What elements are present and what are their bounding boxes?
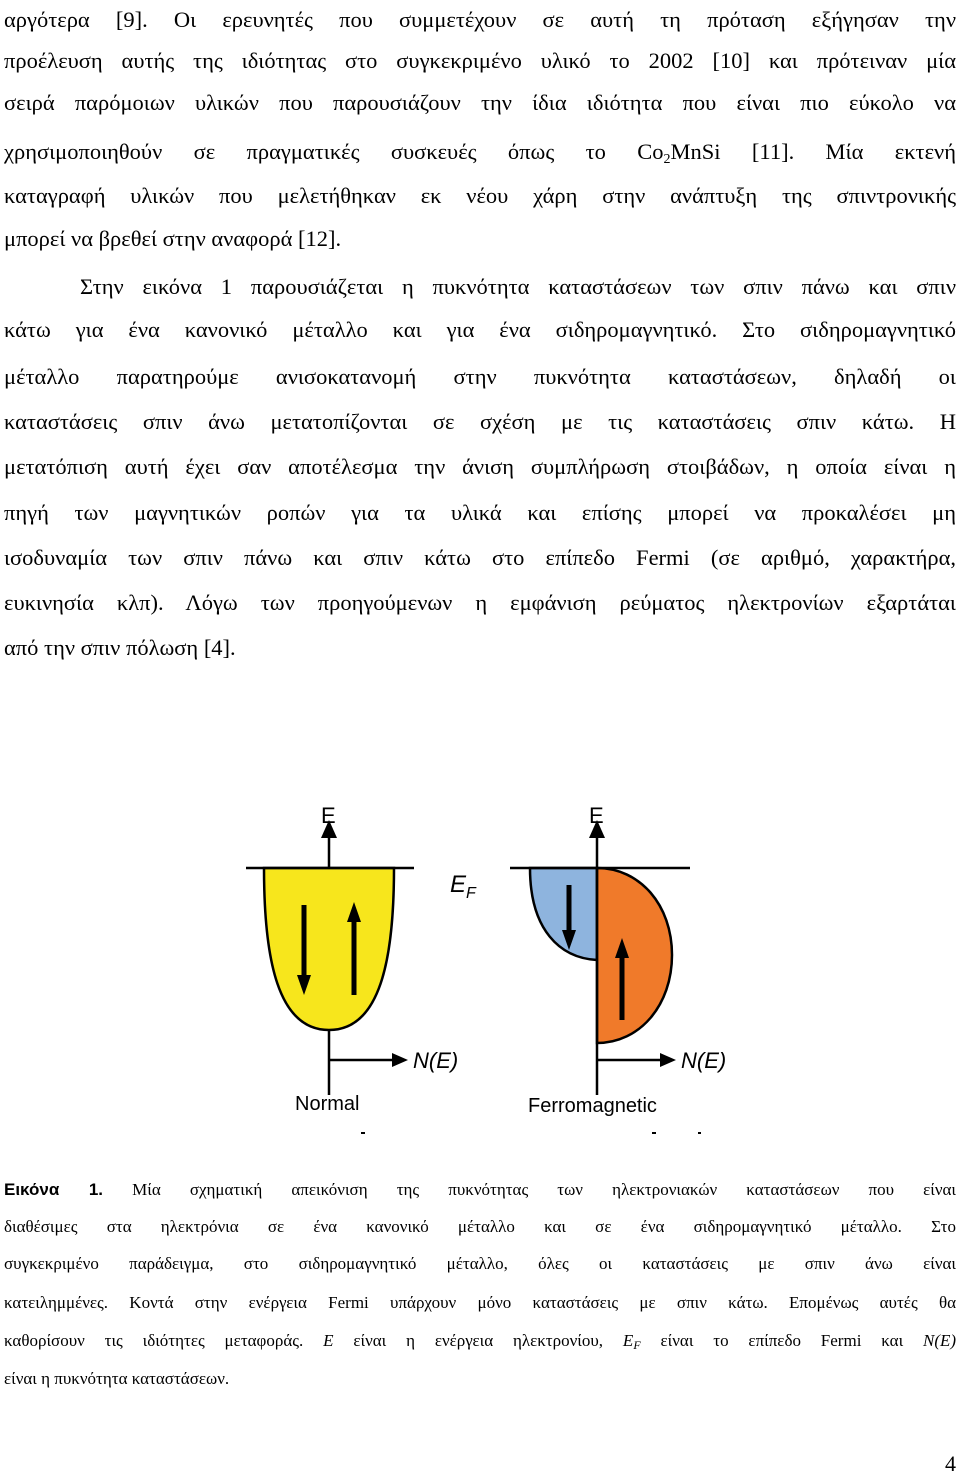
symbol-EF: $E_F$ [622, 1331, 641, 1352]
paragraph-1-line-2: προέλευση αυτής της ιδιότητας στο συγκεκριμένο υλικό το 2002 [10] και πρότειναν μία [4, 48, 956, 73]
paragraph-2-line-9: από την σπιν πόλωση [4]. [4, 635, 236, 660]
figure-caption-line-6: είναι η πυκνότητα καταστάσεων. [4, 1369, 230, 1388]
normal-dos-label: N(E) [413, 1048, 459, 1073]
paragraph-2-line-1: Στην εικόνα 1 παρουσιάζεται η πυκνότητα καταστάσεων των σπιν πάνω και σπιν [80, 274, 956, 299]
ferro-dos-label: N(E) [681, 1048, 727, 1073]
scan-mark-left [361, 1132, 365, 1134]
paragraph-2-line-5: μετατόπιση αυτή έχει σαν αποτέλεσμα την άνιση συμπλήρωση στοιβάδων, η οποία είναι η [4, 454, 956, 479]
paragraph-1-line-4-end: MnSi [11]. Μία εκτενή [670, 139, 956, 164]
normal-caption: Normal [295, 1093, 360, 1115]
figure-caption-line-3: συγκεκριμένο παράδειγμα, στο σιδηρομαγνητικό μέταλλο, όλες οι καταστάσεις με σπιν άνω είναι [4, 1254, 956, 1273]
paragraph-1-line-5: καταγραφή υλικών που μελετήθηκαν εκ νέου χάρη στην ανάπτυξη της σπιντρονικής [4, 183, 956, 208]
ferro-dos-arrowhead [660, 1053, 676, 1067]
scan-mark-right-2 [698, 1132, 701, 1134]
paragraph-1-line-3: σειρά παρόμοιων υλικών που παρουσιάζουν την ίδια ιδιότητα που είναι πιο εύκολο να [4, 90, 956, 115]
formula-subscript: 2 [663, 152, 671, 167]
paragraph-2-line-3: μέταλλο παρατηρούμε ανισοκατανομή στην πυκνότητα καταστάσεων, δηλαδή οι [4, 364, 956, 389]
ferro-caption: Ferromagnetic [528, 1095, 657, 1117]
figure-caption-label: Εικόνα 1. [4, 1180, 104, 1199]
symbol-E: E [323, 1331, 334, 1350]
paragraph-2-line-6: πηγή των μαγνητικών ροπών για τα υλικά και επίσης μπορεί να προκαλέσει μη [4, 500, 956, 525]
paragraph-2-line-2: κάτω για ένα κανονικό μέταλλο και για ένα σιδηρομαγνητικό. Στο σιδηρομαγνητικό [4, 317, 956, 342]
normal-energy-label: E [321, 803, 336, 828]
ferro-spin-down-band-fill [530, 868, 597, 960]
paragraph-1-line-1: αργότερα [9]. Οι ερευνητές που συμμετέχουν σε αυτή τη πρόταση εξήγησαν την [4, 7, 956, 32]
figure-caption-line-4: κατειλημμένες. Κοντά στην ενέργεια Fermi υπάρχουν μόνο καταστάσεις με σπιν κάτω. Επομένως αυτές θα [4, 1293, 956, 1312]
ferro-spin-up-band-fill [597, 868, 672, 1043]
paragraph-2-line-8: ευκινησία κλπ). Λόγω των προηγούμενων η εμφάνιση ρεύματος ηλεκτρονίων εξαρτάται [4, 590, 956, 615]
paragraph-2-line-7: ισοδυναμία των σπιν πάνω και σπιν κάτω στο επίπεδο Fermi (σε αριθμό, χαρακτήρα, [4, 545, 956, 570]
page-number: 4 [945, 1451, 956, 1476]
ferromagnetic-metal-diagram [450, 803, 726, 1117]
paragraph-2-line-4: καταστάσεις σπιν άνω μετατοπίζονται σε σχέση με τις καταστάσεις σπιν κάτω. Η [4, 409, 956, 434]
fermi-level-label: $E_F$ [450, 871, 476, 902]
normal-band-fill [264, 868, 394, 1030]
paragraph-1-line-4-start: χρησιμοποιηθούν σε πραγματικές συσκευές όπως το Co [4, 139, 664, 164]
paragraph-1-line-4 [4, 137, 956, 167]
normal-metal-diagram [246, 803, 458, 1115]
ferro-energy-label: E [589, 803, 604, 828]
fermi-level-subscript: F [466, 885, 476, 902]
density-of-states-figure [230, 800, 750, 1140]
figure-caption-line-1: Εικόνα 1. Μία σχηματική απεικόνιση της πυκνότητας των ηλεκτρονιακών καταστάσεων που είναι [4, 1180, 957, 1199]
scan-mark-right [652, 1132, 656, 1134]
figure-caption-line-2: διαθέσιμες στα ηλεκτρόνια σε ένα κανονικό μέταλλο και σε ένα σιδηρομαγνητικό μέταλλο. Στο [4, 1217, 956, 1236]
figure-caption-line-5: καθορίσουν τις ιδιότητες μεταφοράς. E είναι η ενέργεια ηλεκτρονίου, $E_F$ είναι το επίπεδο Fermi και N(E) [4, 1331, 957, 1352]
paragraph-1-line-6: μπορεί να βρεθεί στην αναφορά [12]. [4, 226, 342, 251]
symbol-NE: N(E) [923, 1331, 957, 1350]
normal-dos-arrowhead [392, 1053, 408, 1067]
